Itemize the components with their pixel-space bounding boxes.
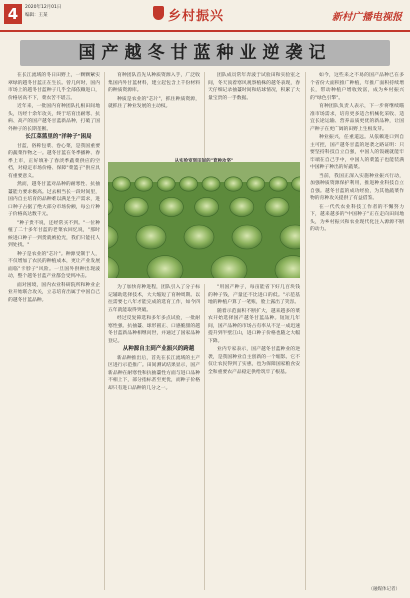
article-column-2-top <box>108 72 200 157</box>
cabbage-head <box>135 177 153 191</box>
cabbage-head <box>180 177 198 191</box>
column-divider <box>204 72 205 158</box>
article-column-3-top <box>208 72 300 157</box>
cabbage-head <box>230 197 254 216</box>
article-paragraph: 如今，这些来之不易的国产品种已在多个省份大面积推广种植，年推广面积持续增长，带动种植户增收致富，成为乡村振兴的"绿色引擎"。 <box>310 73 404 101</box>
cabbage-head <box>232 225 262 249</box>
article-paragraph: 种子是农业的"芯片"。种源受制于人，不仅增加了农民的种植成本，更让产业发展面临"卡脖子"风险。一旦国外供种出现波动，整个越冬甘蓝产业都会受到冲击。 <box>8 251 100 279</box>
article-subheading: 长江菜篮里的"洋种子"困局 <box>25 134 92 140</box>
article-paragraph: 在长江流域的冬日田野上，一颗颗紧实翠绿的越冬甘蓝正在生长。曾几何时，国内市场上的越冬甘蓝种子几乎全部依赖进口，价格居高不下，菜农苦不堪言。 <box>8 73 100 101</box>
editor-line: 编辑：王某 <box>25 13 48 18</box>
cabbage-head <box>157 177 175 191</box>
article-paragraph: 新品种推出后，首先在长江流域的主产区进行示范推广。田间测试结果显示，国产新品种在耐寒性和抗抽薹性方面与进口品种不相上下，部分指标甚至更优，而种子价格却只有进口品种的几分之一。 <box>108 355 200 391</box>
cabbage-head <box>224 177 242 191</box>
cabbage-field-photo <box>108 162 300 278</box>
article-paragraph: 育种团队首先从种质资源入手，广泛收集国内外甘蓝材料，建立起包含上千份材料的种质资源库。 <box>108 73 200 93</box>
cabbage-head <box>247 177 265 191</box>
section-name: 乡村振兴 <box>168 9 225 24</box>
column-divider <box>204 284 205 590</box>
byline: （融媒体记者） <box>368 587 400 592</box>
article-paragraph: "用国产种子，每亩能省下好几百块钱的种子钱，产量还不比进口的低。"示范基地的种植户算了一笔账，脸上露出了笑容。 <box>208 285 300 305</box>
article-column-2-bottom <box>108 284 200 590</box>
article-paragraph: 在一代代农业科技工作者的不懈努力下，越来越多的"中国种子"正在走向田间地头，为乡村振兴和农业现代化注入源源不断的动力。 <box>310 204 404 232</box>
article-paragraph: 种业振兴，任重道远。从依赖进口到自主可控，国产越冬甘蓝的逆袭之路证明：只要坚持科技自立自强，中国人的饭碗就能牢牢端在自己手中，中国人的菜篮子也能装满中国种子种出的好蔬菜。 <box>310 135 404 170</box>
cabbage-head <box>195 197 219 216</box>
cabbage-head <box>265 197 289 216</box>
article-paragraph: 经过反复筛选和多年多点试验，一批耐寒性强、抗抽薹、球形圆正、口感脆甜的越冬甘蓝新品种相继问世，并通过了国家品种登记。 <box>108 316 200 344</box>
article-paragraph: 种质是农业的"芯片"，抓住种质资源，就抓住了种业发展的主动权。 <box>108 96 200 109</box>
cabbage-head <box>136 225 166 249</box>
article-paragraph: 面对困境，国内农业科研院所和种业企业开始联合攻关，立志培育出属于中国自己的越冬甘蓝品种。 <box>8 282 100 303</box>
cabbage-head <box>184 225 214 249</box>
cabbage-head <box>269 177 287 191</box>
section-logo-icon <box>153 6 164 20</box>
article-paragraph: 甘蓝，俗称包菜、卷心菜，是我国重要的蔬菜作物之一。越冬甘蓝在冬季播种、春季上市，正好填补了春淡季蔬菜供应的空档，对稳定市场价格、保障"菜篮子"供应具有重要意义。 <box>8 143 100 179</box>
article-paragraph: 育种团队负责人表示，下一步将继续瞄准市场需求，培育更多适合机械化采收、适宜长途运输、营养品质更优的新品种，让国产种子在更广阔的田野上生根发芽。 <box>310 104 404 132</box>
article-paragraph: 近年来，一批国内育种团队扎根田间地头，历经十余年攻关，终于培育出耐寒、抗病、高产的国产越冬甘蓝新品种，打破了国外种子的长期垄断。 <box>8 104 100 132</box>
article-paragraph: 为了加快育种进程，团队引入了分子标记辅助选择技术，大大缩短了育种周期。以往需要七八年才能完成的选育工作，如今四五年就能取得突破。 <box>108 285 200 313</box>
article-column-4 <box>310 72 404 590</box>
article-paragraph: 业内专家表示，国产越冬甘蓝种业的逆袭，是我国种业自主创新的一个缩影。它不仅让农民得到了实惠，也为保障国家粮食安全和重要农产品稳定供给筑牢了根基。 <box>208 347 300 375</box>
article-column-1 <box>8 72 100 590</box>
article-paragraph: 当前，我国正深入实施种业振兴行动，加强种质资源保护利用，推进种业科技自立自强。越冬甘蓝的成功经验，为其他蔬菜作物的育种攻关提供了有益借鉴。 <box>310 173 404 201</box>
issue-date: 2020年12月01日 <box>25 5 62 10</box>
cabbage-head <box>124 197 148 216</box>
column-divider <box>104 72 105 590</box>
article-paragraph: "种子贵不说，还经常买不到。"一位种植了二十多年甘蓝的老菜农回忆说，"那时候进口种子一到货就被抢光，我们只能托人到处找。" <box>8 220 100 248</box>
page-number: 4 <box>4 4 22 24</box>
article-headline: 国产越冬甘蓝种业逆袭记 <box>78 43 332 63</box>
article-paragraph: 团队成员常年奔波于试验田和实验室之间，冬天顶着寒风观察植株的越冬表现，春天仔细记录抽薹时间和结球情况，积累了大量宝贵的一手数据。 <box>208 73 300 101</box>
column-divider <box>305 72 306 590</box>
article-subheading: 从种源自主到产业振兴的跨越 <box>122 346 195 352</box>
cabbage-field-image <box>108 162 300 278</box>
masthead <box>0 0 410 32</box>
newspaper-name: 新村广播电视报 <box>332 12 402 23</box>
cabbage-head <box>159 197 183 216</box>
article-paragraph: 然而，越冬甘蓝对品种的耐寒性、抗抽薹能力要求极高。过去相当长一段时间里，国内自主培育的品种难以满足生产需求，进口种子占据了绝大部分市场份额，每公斤种子价格高达数千元。 <box>8 182 100 217</box>
cabbage-head <box>112 177 130 191</box>
cabbage-head <box>202 177 220 191</box>
article-column-3-bottom <box>208 284 300 590</box>
article-paragraph: 随着示范面积不断扩大，越来越多的菜农开始选择国产越冬甘蓝品种。短短几年间，国产品种的市场占有率从不足一成迅速提升到半壁江山，进口种子价格也随之大幅下降。 <box>208 308 300 344</box>
